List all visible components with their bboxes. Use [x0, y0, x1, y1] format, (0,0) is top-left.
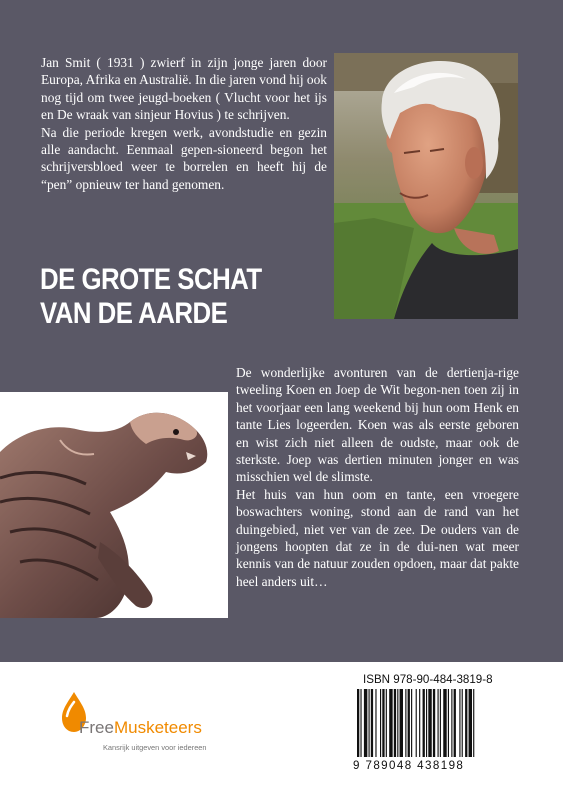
author-bio — [41, 54, 327, 193]
publisher-name-free: Free — [79, 718, 114, 737]
creature-illustration — [0, 392, 228, 618]
isbn-label: ISBN 978-90-484-3819-8 — [363, 673, 493, 686]
isbn-digits: 9 789048 438198 — [353, 759, 465, 772]
publisher-name-musketeers: Musketeers — [113, 718, 202, 737]
blurb-paragraph-2: Het huis van hun oom en tante, een vroegere boswachters woning, stond aan de rand van het duingebied, niet ver van de zee. De ouders van de jongens hoopten dat ze in de dui-nen wat meer kennis van de natuur zouden opdoen, maar dat pakte heel anders uit… — [236, 486, 519, 589]
barcode-icon — [357, 689, 517, 757]
author-photo — [334, 53, 518, 319]
blurb-paragraph-1: De wonderlijke avonturen van de dertienja-rige tweeling Koen en Joep de Wit begon-nen toen zij in het voorjaar een lang weekend bij hun oom Henk en tante Lies logeerden. Koen was als eerste geboren en wist zich niet alleen de oudste, maar ook de sterkste. Joep was dertien minuten jonger en was misschien wel de slimste. — [236, 365, 519, 485]
book-title — [40, 263, 262, 331]
book-blurb — [236, 364, 519, 590]
bio-paragraph-1: Jan Smit ( 1931 ) zwierf in zijn jonge jaren door Europa, Afrika en Australië. In die jaren vond hij ook nog tijd om twee jeugd-boeken ( Vlucht voor het ijs en De wraak van sinjeur Hovius ) te schrijven. — [41, 55, 327, 123]
isbn-barcode — [353, 672, 521, 774]
bio-paragraph-2: Na die periode kregen werk, avondstudie en gezin alle aandacht. Eenmaal gepen-sioneerd begon het schrijversbloed weer te borrelen en heeft hij de “pen” opnieuw ter hand genomen. — [41, 124, 327, 192]
footer — [0, 662, 563, 800]
title-line-1: DE GROTE SCHAT — [40, 263, 262, 296]
publisher-name — [79, 718, 202, 738]
publisher-tagline: Kansrijk uitgeven voor iedereen — [103, 743, 207, 752]
title-line-2: VAN DE AARDE — [40, 297, 228, 330]
publisher-logo — [58, 692, 258, 762]
